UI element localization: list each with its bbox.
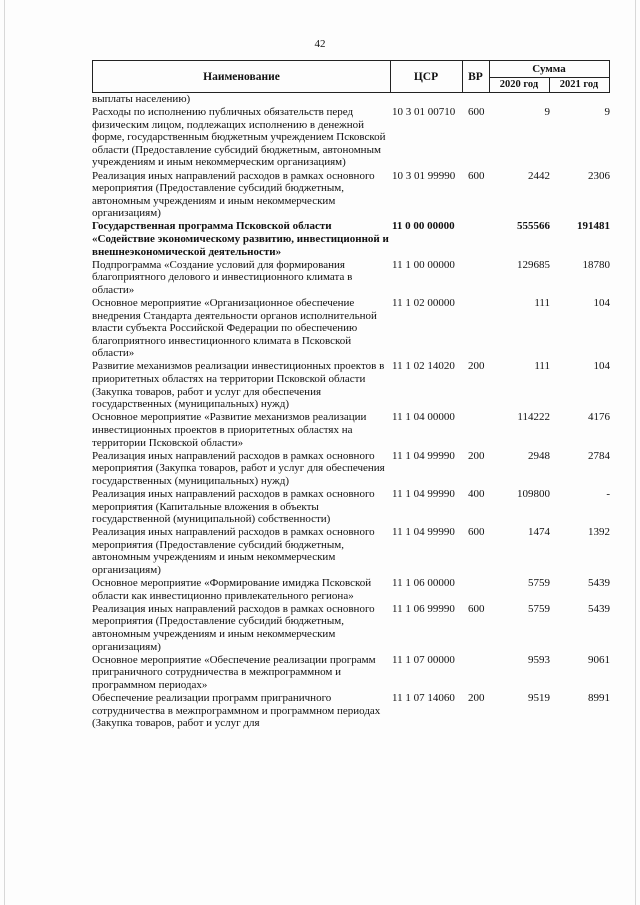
- row-name: Реализация иных направлений расходов в рамках основного мероприятия (Предоставление субсидий бюджетным, автономным учреждениям и иным некоммерческим организациям): [92, 602, 375, 653]
- row-2021: 104: [593, 360, 610, 373]
- row-2021: 1392: [588, 526, 610, 539]
- table-row: [92, 297, 612, 360]
- row-2020: 111: [534, 297, 550, 309]
- table-row: [92, 220, 612, 258]
- table-row: [92, 106, 612, 169]
- header-name: Наименование: [93, 61, 391, 92]
- table-row: [92, 360, 612, 410]
- row-csr: 11 1 04 00000: [392, 411, 455, 424]
- row-vr: 600: [468, 106, 485, 119]
- row-name: Расходы по исполнению публичных обязательств перед физическим лицом, подлежащих исполнению в денежной форме, государственным бюджетным учреждением Псковской области (Предоставление субсидий бюджетным, автономным учреждениям и иным некоммерческим организациям): [92, 106, 386, 169]
- table-row: [92, 692, 612, 730]
- row-csr: 11 1 04 99990: [392, 526, 455, 539]
- row-csr: [390, 93, 468, 106]
- row-vr: 600: [468, 602, 485, 615]
- row-2020: [494, 93, 550, 106]
- row-2020: 5759: [528, 602, 550, 615]
- header-year-2020: 2020 год: [489, 77, 550, 92]
- row-2020: 5759: [528, 577, 550, 590]
- row-csr: 10 3 01 99990: [392, 169, 456, 182]
- table-row: [92, 259, 612, 297]
- table-row: [92, 603, 612, 653]
- table-row: [92, 411, 612, 449]
- row-2021: 5439: [588, 577, 610, 590]
- row-vr: 200: [468, 691, 485, 704]
- row-2021: 5439: [588, 602, 610, 615]
- row-2021: 191481: [577, 220, 610, 233]
- row-csr: 11 1 00 00000: [392, 258, 455, 271]
- row-vr: 200: [468, 360, 485, 373]
- row-2020: 2442: [528, 169, 550, 182]
- row-name: Обеспечение реализации программ приграничного сотрудничества в межпрограммном и программном периодах (Закупка товаров, работ и услуг для: [92, 691, 381, 730]
- row-2020: 1474: [528, 526, 550, 539]
- row-name: Основное мероприятие «Организационное обеспечение внедрения Стандарта деятельности органов исполнительной власти субъекта Российской Федерации по обеспечению благоприятного инвестиционного климата в Псковской области»: [92, 297, 377, 360]
- row-2021: 2784: [588, 449, 610, 462]
- row-2020: 109800: [517, 487, 550, 500]
- row-csr: 11 1 04 99990: [392, 449, 455, 462]
- row-2020: 9519: [528, 691, 550, 704]
- row-csr: 11 1 07 14060: [392, 691, 455, 704]
- row-2021: [550, 93, 610, 106]
- table-row: [92, 526, 612, 576]
- row-vr: [468, 654, 494, 692]
- page-edge-left: [4, 0, 5, 905]
- row-vr: [468, 297, 494, 360]
- row-2021: 18780: [582, 258, 610, 271]
- row-name: Основное мероприятие «Развитие механизмов реализации инвестиционных проектов в приоритетных областях на территории Псковской области»: [92, 411, 367, 449]
- table-row: [92, 170, 612, 220]
- row-vr: [468, 577, 494, 602]
- row-name: Основное мероприятие «Формирование имиджа Псковской области как инвестиционно привлекательного региона»: [92, 577, 372, 602]
- row-csr: 11 1 06 99990: [392, 602, 455, 615]
- row-name: выплаты населению): [92, 93, 191, 105]
- page-edge-right: [635, 0, 636, 905]
- row-csr: 11 1 02 00000: [392, 297, 455, 309]
- row-vr: [468, 220, 494, 258]
- row-vr: 600: [468, 169, 485, 182]
- row-name: Основное мероприятие «Обеспечение реализации программ приграничного сотрудничества в межпрограммном и программном периодах»: [92, 653, 376, 691]
- row-2021: 2306: [588, 169, 610, 182]
- row-name: Подпрограмма «Создание условий для формирования благоприятного делового и инвестиционного климата в области»: [92, 258, 353, 296]
- row-2021: -: [606, 487, 610, 500]
- row-name: Развитие механизмов реализации инвестиционных проектов в приоритетных областях на территории Псковской области (Закупка товаров, работ и услуг для обеспечения государственных (муниципальных) нужд): [92, 360, 385, 411]
- row-2020: 555566: [517, 220, 550, 233]
- row-name: Государственная программа Псковской области «Содействие экономическому развитию, инвестиционной и внешнеэкономической деятельности»: [92, 220, 389, 258]
- row-csr: 11 1 02 14020: [392, 360, 455, 373]
- row-vr: 600: [468, 526, 485, 539]
- row-name: Реализация иных направлений расходов в рамках основного мероприятия (Закупка товаров, работ и услуг для обеспечения государственных (муниципальных) нужд): [92, 449, 385, 487]
- header-csr: ЦСР: [390, 61, 463, 92]
- row-2020: 129685: [517, 258, 550, 271]
- row-2020: 9: [544, 106, 550, 119]
- page-number: 42: [314, 38, 326, 50]
- row-2020: 114222: [517, 411, 550, 424]
- row-2021: 9: [604, 106, 610, 119]
- row-2021: 8991: [588, 691, 610, 704]
- row-2021: 104: [593, 297, 610, 309]
- row-vr: 400: [468, 487, 485, 500]
- row-csr: 11 1 07 00000: [392, 653, 455, 666]
- row-vr: [468, 259, 494, 297]
- row-csr: 11 1 06 00000: [392, 577, 455, 590]
- header-year-2021: 2021 год: [559, 79, 599, 90]
- row-name: Реализация иных направлений расходов в рамках основного мероприятия (Предоставление субсидий бюджетным, автономным учреждениям и иным некоммерческим организациям): [92, 169, 375, 220]
- row-2021: 9061: [588, 653, 610, 666]
- row-csr: 11 0 00 00000: [392, 220, 455, 233]
- table-row: [92, 577, 612, 602]
- row-2020: 2948: [528, 449, 550, 462]
- row-vr: [468, 411, 494, 449]
- table-body: [92, 93, 612, 730]
- table-row: [92, 450, 612, 488]
- row-csr: 10 3 01 00710: [392, 106, 456, 119]
- header-vr: ВР: [462, 61, 490, 92]
- table-row: [92, 488, 612, 526]
- header-sum: Сумма: [489, 61, 609, 78]
- row-vr: 200: [468, 449, 485, 462]
- row-2020: 111: [534, 360, 550, 373]
- table-header: [92, 60, 610, 93]
- table-row: [92, 93, 612, 106]
- row-2020: 9593: [528, 653, 550, 666]
- row-2021: 4176: [588, 411, 610, 424]
- row-name: Реализация иных направлений расходов в рамках основного мероприятия (Капитальные вложения в объекты государственной (муниципальной) собственности): [92, 487, 375, 526]
- table-row: [92, 654, 612, 692]
- row-csr: 11 1 04 99990: [392, 487, 455, 500]
- row-name: Реализация иных направлений расходов в рамках основного мероприятия (Предоставление субсидий бюджетным, автономным учреждениям и иным некоммерческим организациям): [92, 526, 375, 576]
- row-vr: [468, 93, 494, 106]
